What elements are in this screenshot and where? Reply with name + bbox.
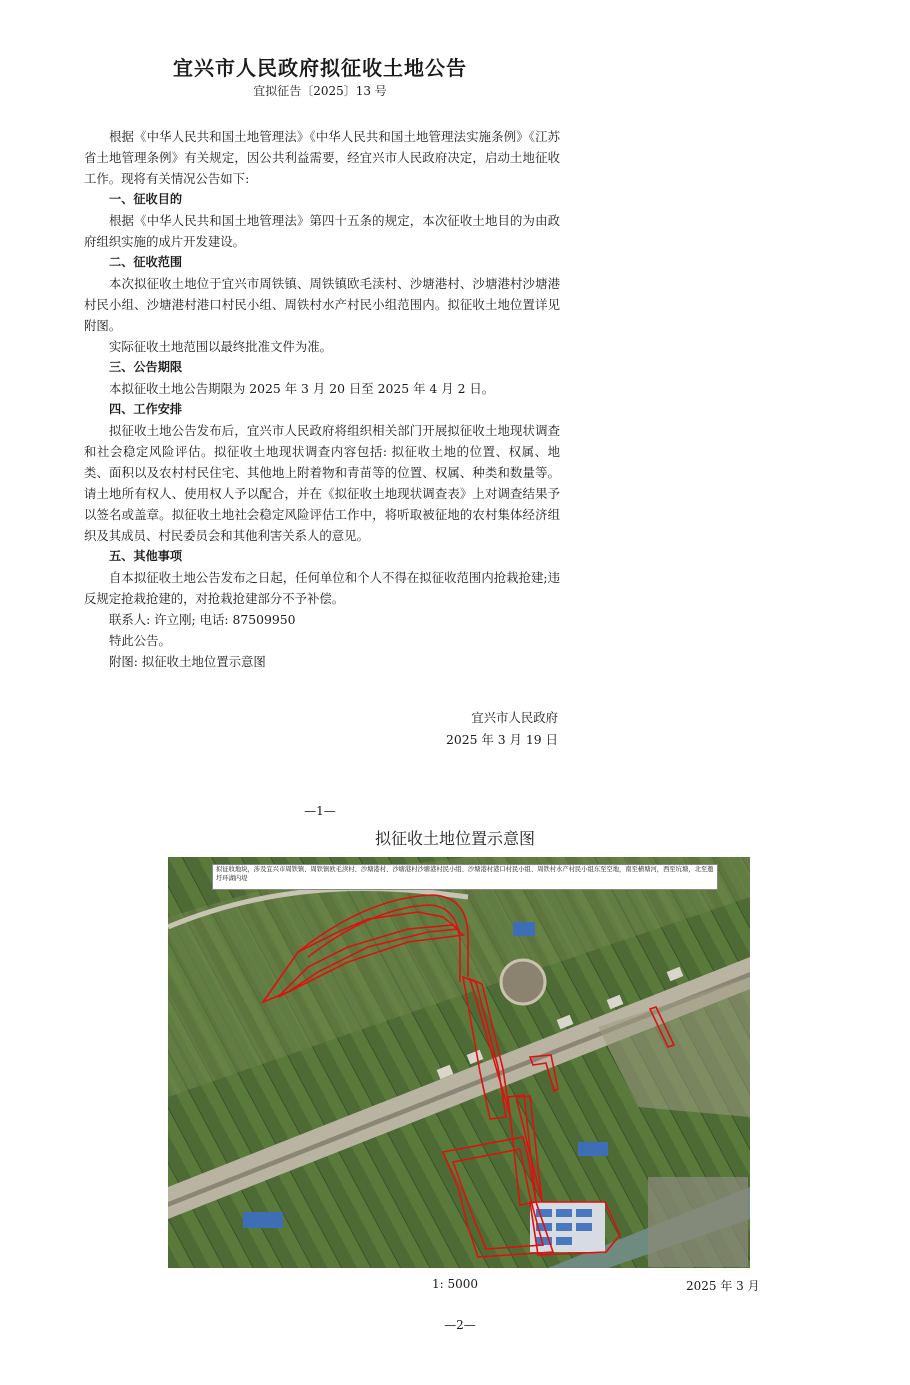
signer: 宜兴市人民政府 — [471, 710, 558, 725]
map-legend-note: 拟征收地块，涉及宜兴市周铁镇、周铁镇欧毛渎村、沙塘港村、沙塘港村沙塘港村民小组、沙塘港村港口村民小组、周铁村水产村民小组东至空地，南至横塘河，西至坑塘，北至邀圩环湖内堤 — [212, 864, 718, 890]
contact-line: 联系人: 许立刚; 电话: 87509950 — [109, 612, 296, 627]
section-heading: 四、工作安排 — [109, 402, 183, 416]
paragraph: 根据《中华人民共和国土地管理法》第四十五条的规定，本次征收土地目的为由政府组织实施的成片开发建设。 — [84, 213, 560, 249]
closing-line: 特此公告。 — [109, 633, 171, 648]
paragraph: 实际征收土地范围以最终批准文件为准。 — [109, 339, 333, 354]
section-heading: 二、征收范围 — [109, 255, 183, 269]
paragraph: 自本拟征收土地公告发布之日起，任何单位和个人不得在拟征收范围内抢栽抢建;违反规定抢栽抢建的，对抢栽抢建部分不予补偿。 — [84, 570, 560, 606]
page-number-1: —1— — [304, 804, 336, 818]
page-number-2: —2— — [444, 1318, 476, 1332]
attachment-line: 附图: 拟征收土地位置示意图 — [109, 654, 266, 669]
satellite-map — [168, 857, 750, 1268]
map-scale: 1: 5000 — [432, 1277, 479, 1291]
section-heading: 五、其他事项 — [109, 549, 183, 563]
paragraph: 本拟征收土地公告期限为 2025 年 3 月 20 日至 2025 年 4 月 2 日。 — [109, 381, 495, 396]
map-date: 2025 年 3 月 — [686, 1279, 760, 1293]
paragraph: 本次拟征收土地位于宜兴市周铁镇、周铁镇欧毛渎村、沙塘港村、沙塘港村沙塘港村民小组、沙塘港村港口村民小组、周铁村水产村民小组范围内。拟征收土地位置详见附图。 — [84, 276, 560, 333]
document-number: 宜拟征告〔2025〕13 号 — [253, 84, 387, 98]
paragraph: 拟征收土地公告发布后，宜兴市人民政府将组织相关部门开展拟征收土地现状调查和社会稳定风险评估。拟征收土地现状调查内容包括: 拟征收土地的位置、权属、地类、面积以及农村村民住宅、其他地上附着物和青苗等的位置、权属、种类和数量等。请土地所有权人、使用权人予以配合，并在《拟征收土地现状调查表》上对调查结果予以签名或盖章。拟征收土地社会稳定风险评估工作中，将听取被征地的农村集体经济组织及其成员、村民委员会和其他利害关系人的意见。 — [84, 423, 560, 543]
map-title: 拟征收土地位置示意图 — [374, 829, 535, 848]
section-heading: 一、征收目的 — [109, 192, 183, 206]
announcement-body — [84, 126, 560, 672]
map-image — [168, 857, 750, 1268]
sign-date: 2025 年 3 月 19 日 — [445, 732, 558, 747]
page-title: 宜兴市人民政府拟征收土地公告 — [173, 56, 467, 80]
intro-paragraph: 根据《中华人民共和国土地管理法》《中华人民共和国土地管理法实施条例》《江苏省土地管理条例》有关规定，因公共利益需要，经宜兴市人民政府决定，启动土地征收工作。现将有关情况公告如下: — [84, 129, 560, 186]
section-heading: 三、公告期限 — [109, 360, 183, 374]
